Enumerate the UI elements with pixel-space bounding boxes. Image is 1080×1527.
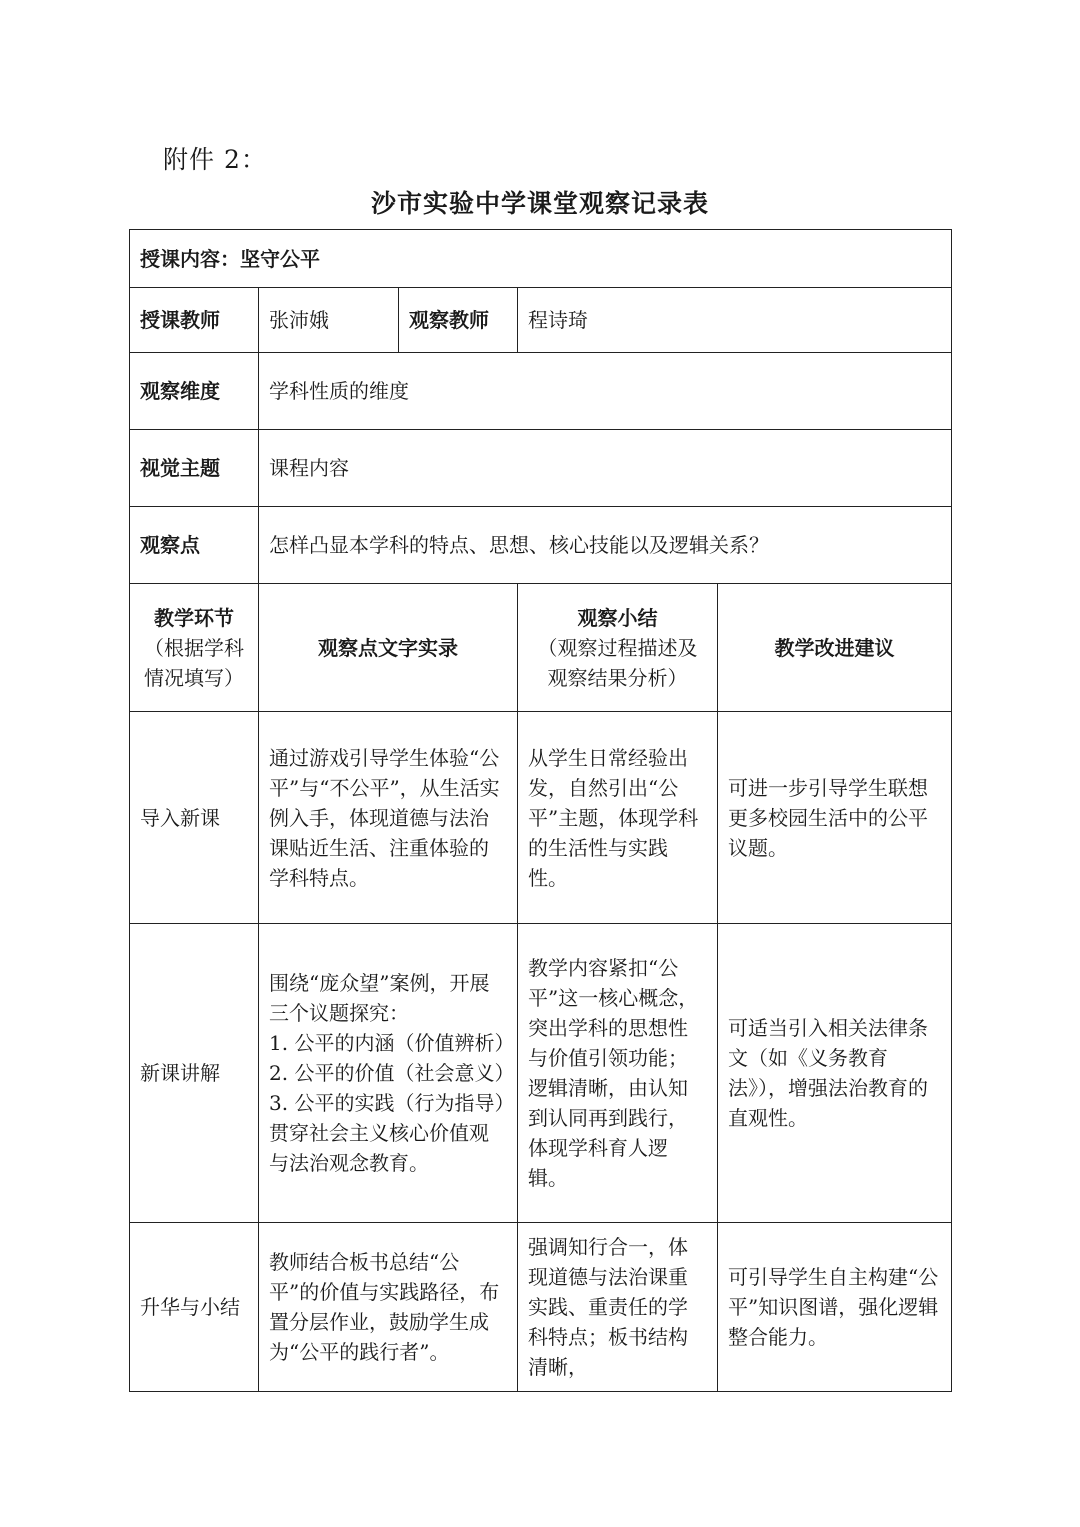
header-record: 观察点文字实录: [259, 584, 518, 712]
theme-label: 视觉主题: [130, 430, 259, 507]
table-row: [130, 712, 952, 924]
header-row: [130, 584, 952, 712]
table-row: [130, 924, 952, 1223]
content-value: 坚守公平: [240, 246, 320, 271]
summary-cell: 教学内容紧扣“公平”这一核心概念，突出学科的思想性与价值引领功能；逻辑清晰，由认知到认同再到践行，体现学科育人逻辑。: [518, 924, 718, 1223]
record-cell: [259, 924, 518, 1223]
point-label: 观察点: [130, 507, 259, 584]
header-stage-l1: 教学环节: [154, 605, 234, 630]
page-title: 沙市实验中学课堂观察记录表: [370, 189, 709, 218]
point-value: 怎样凸显本学科的特点、思想、核心技能以及逻辑关系？: [259, 507, 952, 584]
observation-table: [129, 229, 952, 1392]
point-row: [130, 507, 952, 584]
record-item: 2. 公平的价值（社会意义）: [269, 1061, 515, 1085]
record-item: 3. 公平的实践（行为指导）: [269, 1091, 515, 1115]
observer-value: 程诗琦: [518, 288, 952, 353]
teacher-label: 授课教师: [130, 288, 259, 353]
stage-cell: 升华与小结: [130, 1223, 259, 1392]
content-row: [130, 230, 952, 288]
attachment-label: 附件 2：: [163, 145, 267, 174]
content-cell: [130, 230, 952, 288]
advice-cell: 可进一步引导学生联想更多校园生活中的公平议题。: [718, 712, 952, 924]
header-advice: 教学改进建议: [718, 584, 952, 712]
dimension-row: [130, 353, 952, 430]
stage-cell: 新课讲解: [130, 924, 259, 1223]
header-summary-l2: （观察过程描述及: [537, 635, 698, 660]
teacher-value: 张沛娥: [259, 288, 399, 353]
dimension-label: 观察维度: [130, 353, 259, 430]
record-item: 1. 公平的内涵（价值辨析）: [269, 1031, 515, 1055]
advice-cell: 可适当引入相关法律条文（如《义务教育法》），增强法治教育的直观性。: [718, 924, 952, 1223]
theme-row: [130, 430, 952, 507]
summary-cell: 强调知行合一，体现道德与法治课重实践、重责任的学科特点；板书结构清晰，: [518, 1223, 718, 1392]
record-end: 贯穿社会主义核心价值观与法治观念教育。: [269, 1121, 489, 1175]
teacher-row: [130, 288, 952, 353]
summary-cell: 从学生日常经验出发，自然引出“公平”主题，体现学科的生活性与实践性。: [518, 712, 718, 924]
theme-value: 课程内容: [259, 430, 952, 507]
header-summary: [518, 584, 718, 712]
table-row: [130, 1223, 952, 1392]
header-stage: [130, 584, 259, 712]
header-stage-l3: 情况填写）: [144, 665, 244, 690]
advice-cell: 可引导学生自主构建“公平”知识图谱，强化逻辑整合能力。: [718, 1223, 952, 1392]
header-summary-l1: 观察小结: [577, 605, 658, 630]
observer-label: 观察教师: [399, 288, 518, 353]
record-intro: 围绕“庞众望”案例，开展三个议题探究：: [269, 971, 490, 1025]
header-stage-l2: （根据学科: [144, 635, 244, 660]
stage-cell: 导入新课: [130, 712, 259, 924]
dimension-value: 学科性质的维度: [259, 353, 952, 430]
record-cell: 通过游戏引导学生体验“公平”与“不公平”，从生活实例入手，体现道德与法治课贴近生活、注重体验的学科特点。: [259, 712, 518, 924]
content-label: 授课内容：: [140, 246, 240, 271]
record-cell: 教师结合板书总结“公平”的价值与实践路径，布置分层作业，鼓励学生成为“公平的践行者”。: [259, 1223, 518, 1392]
header-summary-l3: 观察结果分析）: [547, 665, 688, 690]
